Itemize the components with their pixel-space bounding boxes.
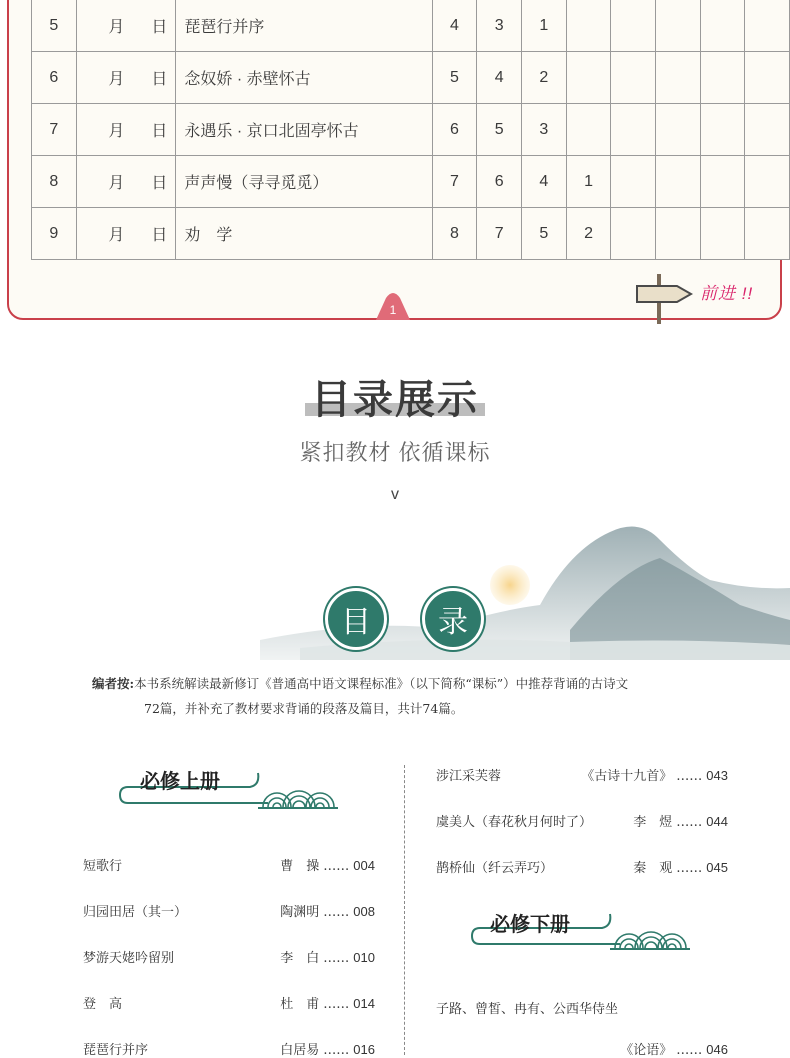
date-cell — [76, 156, 176, 208]
toc-entry-page: 008 — [353, 904, 375, 919]
date-cell — [76, 104, 176, 156]
empty-review-cell — [700, 52, 745, 104]
month-label: 月 — [108, 227, 125, 244]
toc-entry-leader: …… — [676, 769, 703, 784]
review-day-cell: 4 — [522, 156, 567, 208]
toc-entry-author: 《古诗十九首》 — [581, 769, 673, 784]
toc-entry-page: 010 — [353, 950, 375, 965]
toc-entry-title: 琵琶行并序 — [83, 1043, 149, 1058]
empty-review-cell — [700, 208, 745, 260]
month-label: 月 — [108, 175, 125, 192]
empty-review-cell — [745, 52, 790, 104]
toc-entry-page: 004 — [353, 858, 375, 873]
empty-review-cell — [611, 208, 656, 260]
day-label: 日 — [151, 71, 168, 88]
column-divider — [404, 765, 405, 1055]
empty-review-cell — [611, 52, 656, 104]
review-day-cell — [566, 0, 611, 52]
section-title: 目录展示 — [311, 378, 479, 422]
review-day-cell: 1 — [522, 0, 567, 52]
editor-note-label: 编者按: — [92, 676, 135, 691]
toc-entry-leader: …… — [323, 1043, 350, 1058]
toc-char-lu-badge: 录 — [422, 588, 484, 650]
toc-entry-author: 白居易 — [280, 1043, 320, 1058]
review-day-cell: 2 — [566, 208, 611, 260]
poem-title: 声声慢（寻寻觅觅） — [176, 156, 432, 208]
empty-review-cell — [611, 156, 656, 208]
toc-entry-title: 涉江采芙蓉 — [436, 769, 502, 784]
review-day-cell: 1 — [566, 156, 611, 208]
schedule-row — [32, 104, 790, 156]
toc-entry-page: 046 — [706, 1042, 728, 1057]
toc-entry-title: 归园田居（其一） — [83, 905, 188, 920]
review-day-cell: 5 — [432, 52, 477, 104]
toc-entry-author: 《论语》 — [620, 1043, 673, 1058]
chevron-down-icon: v — [391, 486, 399, 503]
banner-bixiu-shang — [118, 765, 340, 818]
toc-entry-leader: …… — [676, 815, 703, 830]
empty-review-cell — [745, 208, 790, 260]
editor-note-line2: 72篇，并补充了教材要求背诵的段落及篇目，共计74篇。 — [144, 701, 464, 716]
toc-char-mu-badge: 目 — [325, 588, 387, 650]
toc-entry-leader: …… — [323, 951, 350, 966]
review-day-cell — [566, 52, 611, 104]
empty-review-cell — [745, 0, 790, 52]
row-number: 9 — [32, 208, 77, 260]
empty-review-cell — [611, 104, 656, 156]
schedule-row — [32, 0, 790, 52]
empty-review-cell — [656, 0, 701, 52]
toc-entry-author: 陶渊明 — [280, 905, 320, 920]
review-day-cell: 7 — [432, 156, 477, 208]
poem-title: 永遇乐 · 京口北固亭怀古 — [176, 104, 432, 156]
signpost-icon — [631, 266, 695, 324]
toc-entry-author: 秦 观 — [633, 861, 673, 876]
toc-entry-leader: …… — [676, 1043, 703, 1058]
schedule-table — [31, 0, 790, 260]
empty-review-cell — [656, 208, 701, 260]
month-label: 月 — [108, 123, 125, 140]
toc-entry-title: 梦游天姥吟留别 — [83, 951, 175, 966]
row-number: 7 — [32, 104, 77, 156]
toc-entry-title: 子路、曾皙、冉有、公西华侍坐 — [436, 1002, 619, 1017]
review-day-cell: 6 — [477, 156, 522, 208]
poem-title: 念奴娇 · 赤壁怀古 — [176, 52, 432, 104]
toc-entry-title: 鹊桥仙（纤云弄巧） — [436, 861, 554, 876]
day-label: 日 — [151, 123, 168, 140]
toc-entry-author: 李 煜 — [633, 815, 673, 830]
empty-review-cell — [700, 0, 745, 52]
toc-entry-leader: …… — [323, 859, 350, 874]
toc-entry-author: 曹 操 — [280, 859, 320, 874]
page-number: 1 — [389, 303, 397, 317]
empty-review-cell — [611, 0, 656, 52]
day-label: 日 — [151, 19, 168, 36]
empty-review-cell — [700, 156, 745, 208]
poem-title: 劝 学 — [176, 208, 432, 260]
row-number: 5 — [32, 0, 77, 52]
editor-note — [92, 671, 752, 721]
review-day-cell: 4 — [477, 52, 522, 104]
toc-entry-title: 短歌行 — [83, 859, 123, 874]
toc-entry-leader: …… — [676, 861, 703, 876]
editor-note-line1: 本书系统解读最新修订《普通高中语文课程标准》（以下简称“课标”）中推荐背诵的古诗文 — [134, 676, 629, 691]
review-day-cell: 3 — [477, 0, 522, 52]
empty-review-cell — [700, 104, 745, 156]
row-number: 6 — [32, 52, 77, 104]
review-day-cell: 2 — [522, 52, 567, 104]
toc-entry-leader: …… — [323, 905, 350, 920]
toc-entry-title: 登 高 — [83, 997, 123, 1012]
forward-label: 前进 !! — [700, 284, 754, 303]
month-label: 月 — [108, 71, 125, 88]
banner-bixiu-xia — [470, 906, 692, 959]
toc-entry-leader: …… — [323, 997, 350, 1012]
review-day-cell: 6 — [432, 104, 477, 156]
date-cell — [76, 52, 176, 104]
toc-entry-page: 043 — [706, 768, 728, 783]
right-section-heading: 必修下册 — [490, 912, 570, 936]
toc-entry-title: 虞美人（春花秋月何时了） — [436, 815, 593, 830]
toc-entry-page: 045 — [706, 860, 728, 875]
toc-entry-page: 014 — [353, 996, 375, 1011]
date-cell — [76, 0, 176, 52]
poem-title: 琵琶行并序 — [176, 0, 432, 52]
review-day-cell — [566, 104, 611, 156]
day-label: 日 — [151, 175, 168, 192]
toc-entry-author: 杜 甫 — [280, 997, 320, 1012]
empty-review-cell — [745, 104, 790, 156]
month-label: 月 — [108, 19, 125, 36]
section-subtitle: 紧扣教材 依循课标 — [299, 440, 491, 465]
review-day-cell: 8 — [432, 208, 477, 260]
schedule-row — [32, 208, 790, 260]
mountain-landscape-image — [240, 510, 790, 660]
review-day-cell: 4 — [432, 0, 477, 52]
schedule-row — [32, 156, 790, 208]
left-section-heading: 必修上册 — [140, 769, 220, 793]
schedule-row — [32, 52, 790, 104]
review-day-cell: 5 — [477, 104, 522, 156]
row-number: 8 — [32, 156, 77, 208]
date-cell — [76, 208, 176, 260]
review-day-cell: 5 — [522, 208, 567, 260]
toc-entry-page: 016 — [353, 1042, 375, 1057]
empty-review-cell — [656, 156, 701, 208]
review-day-cell: 3 — [522, 104, 567, 156]
review-day-cell: 7 — [477, 208, 522, 260]
toc-entry-page: 044 — [706, 814, 728, 829]
empty-review-cell — [656, 104, 701, 156]
day-label: 日 — [151, 227, 168, 244]
toc-entry-author: 李 白 — [280, 951, 320, 966]
empty-review-cell — [656, 52, 701, 104]
empty-review-cell — [745, 156, 790, 208]
